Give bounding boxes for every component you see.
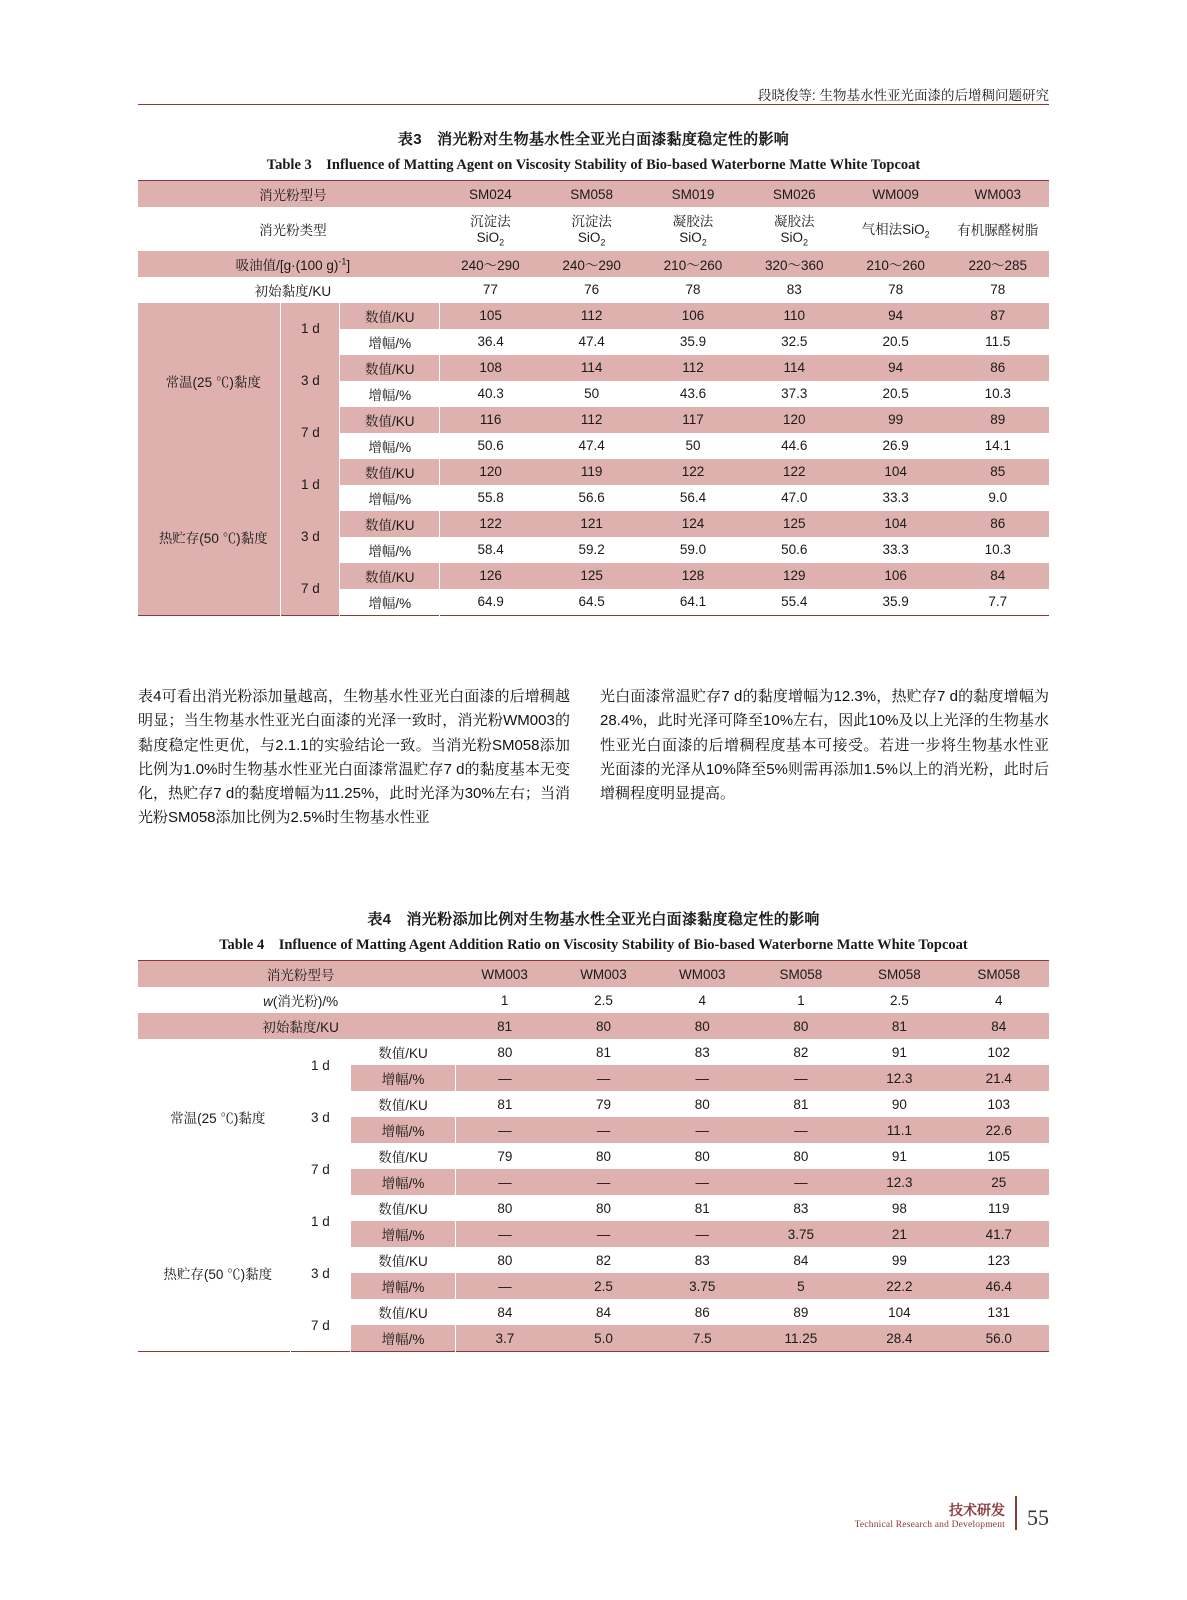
table3-g2-d1-m1-label: 数值/KU bbox=[340, 459, 440, 485]
cell: 89 bbox=[990, 412, 1006, 428]
table4-g2-d2-m2-label: 增幅/% bbox=[351, 1273, 455, 1299]
cell: — bbox=[596, 1070, 611, 1086]
table3-row-type-v4: 凝胶法 SiO$_2$ bbox=[773, 214, 815, 248]
cell: — bbox=[695, 1070, 709, 1086]
table3-row-type-label: 消光粉类型 bbox=[259, 222, 327, 238]
body-column-right: 光白面漆常温贮存7 d的黏度增幅为12.3%，热贮存7 d的黏度增幅为28.4%，此时光泽可降至10%左右，因此10%及以上光泽的生物基水性亚光白面漆的后增稠程度基本可接受。若进一步将生物基水性亚光面漆的光泽从10%降至5%则需再添加1.5%以上的消光粉，此时后增稠程度明显提高。 bbox=[600, 688, 1049, 803]
table3-row-initial-v3: 78 bbox=[685, 282, 701, 298]
cell: 37.3 bbox=[781, 386, 808, 402]
table3-header-col-6: WM003 bbox=[974, 186, 1021, 202]
cell: 128 bbox=[681, 568, 705, 584]
cell: 47.0 bbox=[781, 490, 808, 506]
table4-g1-d1-label: 1 d bbox=[290, 1039, 351, 1091]
cell: 85 bbox=[990, 464, 1006, 480]
cell: 33.3 bbox=[882, 542, 909, 558]
cell: 79 bbox=[497, 1148, 513, 1164]
table3-group1-label: 常温(25 ℃)黏度 bbox=[138, 303, 281, 459]
table4-group2-label: 热贮存(50 ℃)黏度 bbox=[138, 1195, 290, 1352]
cell: 116 bbox=[479, 412, 502, 428]
cell: 21.4 bbox=[985, 1070, 1012, 1086]
cell: 80 bbox=[694, 1148, 710, 1164]
cell: 112 bbox=[682, 360, 704, 376]
table3-g2-d1-m2-label: 增幅/% bbox=[340, 485, 440, 511]
table3-row bbox=[138, 303, 1049, 329]
cell: 10.3 bbox=[984, 386, 1011, 402]
cell: 122 bbox=[479, 516, 502, 532]
cell: 81 bbox=[891, 1018, 907, 1034]
table4-header-col-5: SM058 bbox=[877, 966, 921, 982]
cell: 91 bbox=[891, 1044, 907, 1060]
cell: 22.2 bbox=[886, 1278, 913, 1294]
table3-block bbox=[138, 128, 1049, 616]
table3-row-oil-label: 吸油值/[g·(100 g)$^{-1}$] bbox=[235, 256, 351, 273]
table3-row-oil-v6: 220～285 bbox=[968, 257, 1027, 273]
cell: — bbox=[498, 1278, 512, 1294]
cell: 20.5 bbox=[882, 386, 909, 402]
cell: 129 bbox=[782, 568, 806, 584]
cell: 84 bbox=[991, 1018, 1007, 1034]
cell: 46.4 bbox=[985, 1278, 1012, 1294]
cell: — bbox=[498, 1226, 512, 1242]
table4-g1-d3-label: 7 d bbox=[290, 1143, 351, 1195]
footer-section bbox=[855, 1500, 1005, 1530]
cell: — bbox=[695, 1174, 709, 1190]
cell: 3.7 bbox=[495, 1330, 515, 1346]
cell: 33.3 bbox=[882, 490, 909, 506]
cell: 80 bbox=[595, 1200, 611, 1216]
cell: 2.5 bbox=[889, 992, 909, 1008]
cell: 117 bbox=[682, 412, 704, 428]
table3-row-initial-v6: 78 bbox=[990, 282, 1006, 298]
cell: 11.1 bbox=[886, 1122, 912, 1138]
cell: 86 bbox=[990, 516, 1006, 532]
cell: 81 bbox=[694, 1200, 710, 1216]
cell: 122 bbox=[681, 464, 705, 480]
table4-row-ratio bbox=[138, 987, 1049, 1013]
cell: 106 bbox=[884, 568, 907, 584]
running-head-rule bbox=[138, 104, 1049, 105]
cell: 122 bbox=[782, 464, 806, 480]
table4-g1-d1-m1-label: 数值/KU bbox=[351, 1039, 455, 1065]
cell: 5.0 bbox=[594, 1330, 613, 1346]
cell: 123 bbox=[987, 1252, 1011, 1268]
cell: 125 bbox=[782, 516, 806, 532]
cell: 94 bbox=[888, 360, 904, 376]
cell: 89 bbox=[793, 1304, 809, 1320]
table4-g1-d2-m2-label: 增幅/% bbox=[351, 1117, 455, 1143]
table3-row-initial-v4: 83 bbox=[786, 282, 802, 298]
cell: 40.3 bbox=[477, 386, 504, 402]
cell: 64.1 bbox=[679, 594, 707, 610]
cell: 108 bbox=[479, 360, 502, 376]
table4-row-initial bbox=[138, 1013, 1049, 1039]
cell: 121 bbox=[580, 516, 603, 532]
table4-row-ratio-label: w(消光粉)/% bbox=[263, 994, 339, 1009]
cell: 2.5 bbox=[594, 992, 613, 1008]
cell: 99 bbox=[888, 412, 904, 428]
table3-g1-d2-label: 3 d bbox=[281, 355, 340, 407]
table4-g2-d3-m1-label: 数值/KU bbox=[351, 1299, 455, 1325]
cell: 55.8 bbox=[477, 490, 504, 506]
cell: 64.9 bbox=[477, 594, 504, 610]
cell: 131 bbox=[987, 1304, 1011, 1320]
cell: 50 bbox=[584, 386, 600, 402]
body-column-left: 表4可看出消光粉添加量越高，生物基水性亚光白面漆的后增稠越明显；当生物基水性亚光白面漆的光泽一致时，消光粉WM003的黏度稳定性更优，与2.1.1的实验结论一致。当消光粉SM058添加比例为1.0%时生物基水性亚光白面漆常温贮存7 d的黏度基本无变化，热贮存7 d的黏度增幅为11.25%，此时光泽为30%左右；当消光粉SM058添加比例为2.5%时生物基水性亚 bbox=[138, 688, 570, 827]
table4-g2-d2-label: 3 d bbox=[290, 1247, 351, 1299]
table3-g1-d1-label: 1 d bbox=[281, 303, 340, 355]
cell: 5 bbox=[797, 1278, 805, 1294]
cell: — bbox=[695, 1122, 709, 1138]
cell: 110 bbox=[783, 308, 805, 324]
cell: — bbox=[794, 1122, 808, 1138]
table3-g2-d2-m1-label: 数值/KU bbox=[340, 511, 440, 537]
cell: 112 bbox=[580, 308, 603, 324]
cell: 3.75 bbox=[689, 1278, 716, 1294]
cell: — bbox=[596, 1226, 611, 1242]
table3-row-oil-v2: 240～290 bbox=[562, 257, 621, 273]
cell: 87 bbox=[990, 308, 1006, 324]
table3-row-initial-v5: 78 bbox=[888, 282, 904, 298]
cell: 11.5 bbox=[985, 334, 1011, 350]
table3-row bbox=[138, 459, 1049, 485]
table3-caption-cn: 表3 消光粉对生物基水性全亚光白面漆黏度稳定性的影响 bbox=[397, 131, 790, 148]
cell: 80 bbox=[497, 1252, 513, 1268]
table3-row-oil bbox=[138, 251, 1049, 277]
table3-header-label: 消光粉型号 bbox=[259, 188, 327, 203]
cell: 112 bbox=[580, 412, 603, 428]
page-footer bbox=[855, 1496, 1049, 1530]
table3-row-type-v3: 凝胶法 SiO$_2$ bbox=[672, 214, 714, 248]
cell: 1 bbox=[797, 992, 805, 1008]
cell: 14.1 bbox=[984, 438, 1011, 454]
cell: 82 bbox=[793, 1044, 809, 1060]
cell: 104 bbox=[888, 1304, 911, 1320]
cell: — bbox=[596, 1122, 611, 1138]
table3 bbox=[138, 180, 1049, 616]
table3-g2-d3-m2-label: 增幅/% bbox=[340, 589, 440, 616]
table3-row-initial-v2: 76 bbox=[584, 282, 600, 298]
table3-g1-d2-m1-label: 数值/KU bbox=[340, 355, 440, 381]
cell: 20.5 bbox=[882, 334, 909, 350]
table3-g2-d3-label: 7 d bbox=[281, 563, 340, 616]
cell: 80 bbox=[595, 1018, 611, 1034]
cell: 2.5 bbox=[594, 1278, 613, 1294]
table4-row bbox=[138, 1195, 1049, 1221]
table3-row-type-v1: 沉淀法 SiO$_2$ bbox=[470, 214, 511, 248]
table3-header-col-2: SM058 bbox=[570, 186, 614, 202]
table3-g1-d1-m2-label: 增幅/% bbox=[340, 329, 440, 355]
table3-row-oil-v4: 320～360 bbox=[764, 257, 824, 273]
cell: 86 bbox=[694, 1304, 710, 1320]
cell: 90 bbox=[891, 1096, 907, 1112]
table4-g1-d3-m2-label: 增幅/% bbox=[351, 1169, 455, 1195]
cell: 104 bbox=[884, 464, 907, 480]
cell: 84 bbox=[990, 568, 1006, 584]
table3-g2-d2-m2-label: 增幅/% bbox=[340, 537, 440, 563]
table4-header-col-2: WM003 bbox=[580, 966, 627, 982]
footer-divider bbox=[1015, 1496, 1017, 1530]
table3-g2-d2-label: 3 d bbox=[281, 511, 340, 563]
page-number: 55 bbox=[1027, 1505, 1049, 1530]
table4-group1-label: 常温(25 ℃)黏度 bbox=[138, 1039, 290, 1195]
table3-g1-d3-m1-label: 数值/KU bbox=[340, 407, 440, 433]
cell: 79 bbox=[595, 1096, 611, 1112]
table3-header-row bbox=[138, 181, 1049, 208]
table3-row-initial-v1: 77 bbox=[482, 282, 498, 298]
cell: 91 bbox=[891, 1148, 907, 1164]
table4-caption-en: Table 4 Influence of Matting Agent Addition Ratio on Viscosity Stability of Bio-based Waterborne Matte White Topcoat bbox=[219, 937, 968, 953]
cell: 83 bbox=[793, 1200, 809, 1216]
table4-header-col-3: WM003 bbox=[678, 966, 726, 982]
table4-header-col-4: SM058 bbox=[779, 966, 823, 982]
table3-header-col-3: SM019 bbox=[671, 186, 715, 202]
table4-g2-d3-m2-label: 增幅/% bbox=[351, 1325, 455, 1352]
cell: 9.0 bbox=[988, 490, 1008, 506]
cell: 80 bbox=[694, 1018, 710, 1034]
cell: 114 bbox=[580, 360, 603, 376]
table4-row bbox=[138, 1039, 1049, 1065]
cell: 47.4 bbox=[578, 334, 605, 350]
cell: 104 bbox=[884, 516, 907, 532]
cell: 81 bbox=[497, 1018, 513, 1034]
table4 bbox=[138, 960, 1049, 1352]
cell: 105 bbox=[479, 308, 502, 324]
cell: 103 bbox=[987, 1096, 1011, 1112]
cell: 80 bbox=[793, 1018, 809, 1034]
cell: 84 bbox=[497, 1304, 513, 1320]
table4-header-col-1: WM003 bbox=[481, 966, 528, 982]
table3-row-oil-v5: 210～260 bbox=[866, 257, 925, 273]
cell: 50.6 bbox=[477, 438, 504, 454]
cell: 7.7 bbox=[988, 594, 1008, 610]
cell: 50 bbox=[685, 438, 701, 454]
table4-g1-d1-m2-label: 增幅/% bbox=[351, 1065, 455, 1091]
cell: 10.3 bbox=[984, 542, 1011, 558]
table4-g1-d3-m1-label: 数值/KU bbox=[351, 1143, 455, 1169]
cell: 86 bbox=[990, 360, 1006, 376]
table3-g1-d3-label: 7 d bbox=[281, 407, 340, 459]
footer-section-en: Technical Research and Development bbox=[854, 1520, 1005, 1530]
cell: 56.4 bbox=[679, 490, 707, 506]
table3-g2-d3-m1-label: 数值/KU bbox=[340, 563, 440, 589]
cell: 21 bbox=[891, 1226, 907, 1242]
table4-g2-d1-m1-label: 数值/KU bbox=[351, 1195, 455, 1221]
table3-row-type-v5: 气相法SiO$_2$ bbox=[861, 222, 930, 240]
cell: 12.3 bbox=[886, 1070, 913, 1086]
cell: 47.4 bbox=[578, 438, 605, 454]
cell: 106 bbox=[681, 308, 705, 324]
cell: 26.9 bbox=[882, 438, 909, 454]
table4-g2-d3-label: 7 d bbox=[290, 1299, 351, 1352]
cell: 12.3 bbox=[886, 1174, 913, 1190]
cell: — bbox=[596, 1174, 611, 1190]
cell: 41.7 bbox=[985, 1226, 1012, 1242]
cell: 58.4 bbox=[477, 542, 504, 558]
cell: 83 bbox=[694, 1044, 710, 1060]
cell: 59.2 bbox=[578, 542, 605, 558]
table3-row-oil-v3: 210～260 bbox=[663, 257, 723, 273]
table4-g2-d2-m1-label: 数值/KU bbox=[351, 1247, 455, 1273]
cell: 126 bbox=[479, 568, 502, 584]
cell: 4 bbox=[698, 992, 706, 1008]
cell: 35.9 bbox=[679, 334, 707, 350]
table4-g2-d1-label: 1 d bbox=[290, 1195, 351, 1247]
table3-row-type-v6: 有机脲醛树脂 bbox=[957, 222, 1039, 238]
cell: 81 bbox=[595, 1044, 611, 1060]
cell: 80 bbox=[694, 1096, 710, 1112]
cell: 84 bbox=[595, 1304, 611, 1320]
cell: 43.6 bbox=[679, 386, 707, 402]
cell: 3.75 bbox=[787, 1226, 814, 1242]
cell: 105 bbox=[987, 1148, 1011, 1164]
table4-header-col-6: SM058 bbox=[977, 966, 1021, 982]
cell: 36.4 bbox=[477, 334, 504, 350]
cell: 55.4 bbox=[781, 594, 808, 610]
table3-g1-d3-m2-label: 增幅/% bbox=[340, 433, 440, 459]
cell: 22.6 bbox=[985, 1122, 1012, 1138]
cell: 120 bbox=[479, 464, 502, 480]
table4-g2-d1-m2-label: 增幅/% bbox=[351, 1221, 455, 1247]
cell: 84 bbox=[793, 1252, 809, 1268]
cell: 80 bbox=[595, 1148, 611, 1164]
cell: 50.6 bbox=[781, 542, 808, 558]
table4-caption-cn: 表4 消光粉添加比例对生物基水性全亚光白面漆黏度稳定性的影响 bbox=[367, 911, 820, 928]
cell: 1 bbox=[500, 992, 509, 1008]
cell: 99 bbox=[891, 1252, 907, 1268]
cell: 114 bbox=[783, 360, 805, 376]
table3-row-initial bbox=[138, 277, 1049, 303]
table3-row-type-v2: 沉淀法 SiO$_2$ bbox=[571, 214, 612, 248]
cell: 44.6 bbox=[781, 438, 808, 454]
footer-section-cn: 技术研发 bbox=[949, 1502, 1005, 1518]
table3-g1-d2-m2-label: 增幅/% bbox=[340, 381, 440, 407]
cell: — bbox=[498, 1174, 512, 1190]
cell: 98 bbox=[891, 1200, 907, 1216]
cell: 119 bbox=[580, 464, 603, 480]
cell: 125 bbox=[580, 568, 603, 584]
cell: 7.5 bbox=[692, 1330, 712, 1346]
cell: — bbox=[498, 1122, 512, 1138]
cell: 80 bbox=[497, 1200, 513, 1216]
cell: 56.6 bbox=[578, 490, 605, 506]
cell: 124 bbox=[681, 516, 705, 532]
table3-caption-en: Table 3 Influence of Matting Agent on Viscosity Stability of Bio-based Waterborne Matte White Topcoat bbox=[266, 157, 921, 173]
table4-g1-d2-label: 3 d bbox=[290, 1091, 351, 1143]
cell: — bbox=[695, 1226, 709, 1242]
cell: 83 bbox=[694, 1252, 710, 1268]
cell: 81 bbox=[793, 1096, 809, 1112]
table4-g1-d2-m1-label: 数值/KU bbox=[351, 1091, 455, 1117]
table3-header-col-5: WM009 bbox=[872, 186, 919, 202]
table3-row-initial-label: 初始黏度/KU bbox=[254, 283, 332, 299]
cell: — bbox=[498, 1070, 512, 1086]
cell: 25 bbox=[991, 1174, 1007, 1190]
cell: 82 bbox=[595, 1252, 611, 1268]
table4-row-initial-label: 初始黏度/KU bbox=[262, 1020, 339, 1035]
cell: 102 bbox=[987, 1044, 1011, 1060]
table3-g1-d1-m1-label: 数值/KU bbox=[340, 303, 440, 329]
cell: 4 bbox=[995, 992, 1003, 1008]
cell: 64.5 bbox=[578, 594, 605, 610]
cell: 32.5 bbox=[781, 334, 808, 350]
table4-header-row bbox=[138, 961, 1049, 988]
cell: 28.4 bbox=[886, 1330, 913, 1346]
cell: 56.0 bbox=[985, 1330, 1012, 1346]
table3-row-type bbox=[138, 207, 1049, 251]
cell: — bbox=[794, 1174, 808, 1190]
cell: — bbox=[794, 1070, 808, 1086]
cell: 120 bbox=[782, 412, 806, 428]
table3-group2-label: 热贮存(50 ℃)黏度 bbox=[138, 459, 281, 616]
table3-header-col-1: SM024 bbox=[469, 186, 512, 202]
running-head: 段晓俊等: 生物基水性亚光面漆的后增稠问题研究 bbox=[757, 88, 1049, 103]
table3-row-oil-v1: 240～290 bbox=[461, 257, 520, 273]
cell: 59.0 bbox=[679, 542, 707, 558]
table4-block bbox=[138, 908, 1049, 1352]
table3-g2-d1-label: 1 d bbox=[281, 459, 340, 511]
cell: 80 bbox=[793, 1148, 809, 1164]
cell: 81 bbox=[497, 1096, 513, 1112]
table4-header-label: 消光粉型号 bbox=[266, 968, 335, 983]
cell: 94 bbox=[888, 308, 904, 324]
cell: 119 bbox=[988, 1200, 1010, 1216]
table3-header-col-4: SM026 bbox=[772, 186, 816, 202]
cell: 35.9 bbox=[882, 594, 909, 610]
cell: 80 bbox=[497, 1044, 513, 1060]
cell: 11.25 bbox=[784, 1330, 818, 1346]
